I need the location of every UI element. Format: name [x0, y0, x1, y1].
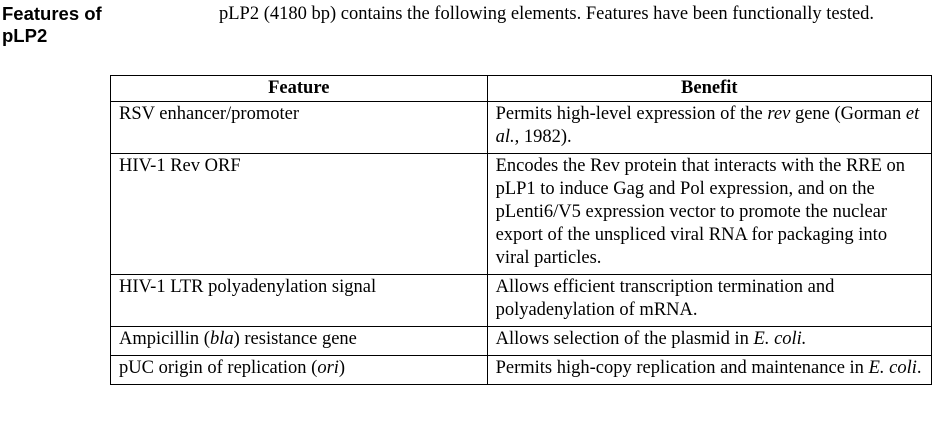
feature-text: Ampicillin (	[119, 329, 210, 349]
feature-text: HIV-1 LTR polyadenylation signal	[119, 277, 377, 297]
feature-text-italic: bla	[209, 329, 234, 349]
feature-text: pUC origin of replication (	[119, 358, 318, 378]
table-row	[111, 102, 932, 154]
benefit-text: Allows efficient transcription termination and polyadenylation of mRNA.	[495, 277, 835, 320]
benefit-text-italic: E. coli.	[753, 329, 807, 349]
benefit-cell	[487, 327, 931, 356]
table-row	[111, 327, 932, 356]
section-heading	[2, 3, 182, 47]
feature-text: ) resistance gene	[233, 329, 357, 349]
benefit-cell	[487, 275, 931, 327]
benefit-text: Permits high-level expression of the	[495, 104, 768, 124]
feature-text: )	[338, 358, 346, 378]
feature-cell	[111, 327, 488, 356]
table-body	[111, 102, 932, 385]
table-row	[111, 275, 932, 327]
section-heading-line-1: Features of	[2, 3, 102, 24]
benefit-text: Encodes the Rev protein that interacts with the RRE on pLP1 to induce Gag and Pol expression, and on the pLenti6/V5 expression vector to promote the nuclear export of the unspliced viral RNA for packaging into viral particles.	[495, 156, 906, 268]
benefit-text: .	[916, 358, 922, 378]
table-row	[111, 356, 932, 385]
benefit-cell	[487, 102, 931, 154]
feature-cell	[111, 154, 488, 275]
feature-text-italic: ori	[317, 358, 339, 378]
benefit-cell	[487, 154, 931, 275]
benefit-cell	[487, 356, 931, 385]
feature-text: HIV-1 Rev ORF	[119, 156, 241, 176]
benefit-text: , 1982).	[514, 127, 572, 147]
benefit-text: Allows selection of the plasmid in	[495, 329, 754, 349]
column-header-benefit: Benefit	[487, 76, 931, 102]
benefit-text: gene (Gorman	[790, 104, 906, 124]
benefit-text-italic: et al.	[495, 104, 920, 147]
features-table	[110, 75, 932, 385]
feature-cell	[111, 356, 488, 385]
feature-cell	[111, 102, 488, 154]
benefit-text-italic: rev	[767, 104, 791, 124]
table-header-row	[111, 76, 932, 102]
feature-text: RSV enhancer/promoter	[119, 104, 299, 124]
table-row	[111, 154, 932, 275]
column-header-feature: Feature	[111, 76, 488, 102]
benefit-text: Permits high-copy replication and maintenance in	[495, 358, 869, 378]
feature-cell	[111, 275, 488, 327]
section-heading-line-2: pLP2	[2, 25, 48, 46]
intro-paragraph: pLP2 (4180 bp) contains the following elements. Features have been functionally tested.	[219, 4, 875, 24]
benefit-text-italic: E. coli	[868, 358, 917, 378]
